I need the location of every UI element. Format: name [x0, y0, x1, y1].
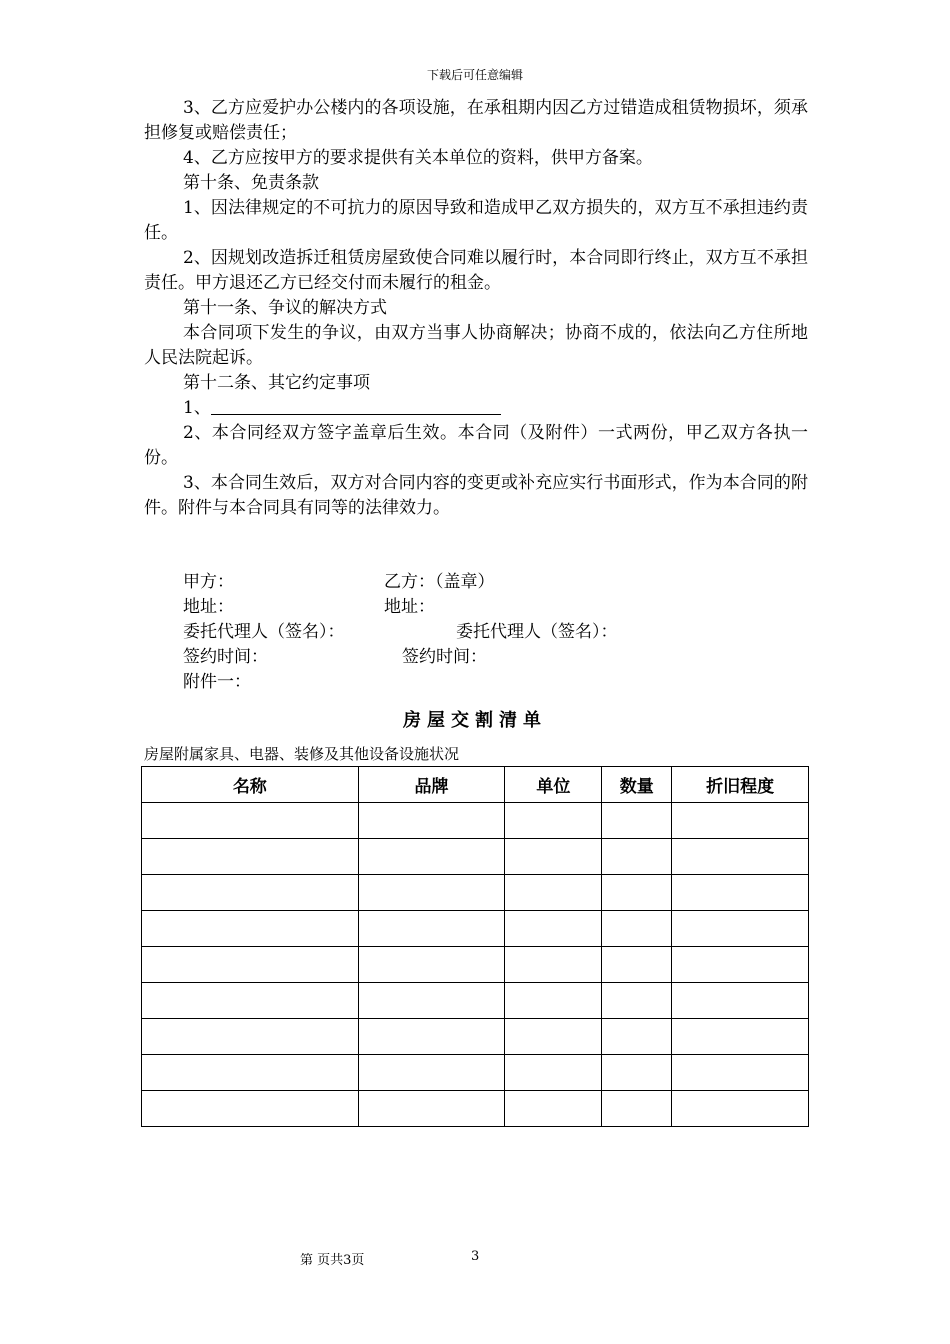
table-cell[interactable] — [142, 983, 359, 1019]
table-cell[interactable] — [358, 875, 505, 911]
table-row — [142, 803, 809, 839]
clause-10-1: 1、因法律规定的不可抗力的原因导致和造成甲乙双方损失的，双方互不承担违约责任。 — [144, 198, 808, 243]
table-row — [142, 1091, 809, 1127]
table-cell[interactable] — [672, 947, 809, 983]
table-row — [142, 839, 809, 875]
table-cell[interactable] — [142, 911, 359, 947]
table-cell[interactable] — [672, 839, 809, 875]
table-cell[interactable] — [142, 1091, 359, 1127]
table-cell[interactable] — [505, 1091, 602, 1127]
table-cell[interactable] — [505, 875, 602, 911]
table-cell[interactable] — [672, 983, 809, 1019]
table-cell[interactable] — [142, 875, 359, 911]
clause-12-1 — [144, 396, 808, 421]
party-a-label: 甲方： — [183, 572, 234, 592]
handover-table — [141, 766, 809, 1127]
footer-page-text: 第 页共3页 — [300, 1253, 365, 1268]
clause-12-3: 3、本合同生效后，双方对合同内容的变更或补充应实行书面形式，作为本合同的附件。附件与本合同具有同等的法律效力。 — [144, 473, 808, 518]
table-cell[interactable] — [505, 839, 602, 875]
table-cell[interactable] — [505, 803, 602, 839]
clause-12-heading: 第十二条、其它约定事项 — [183, 373, 370, 393]
table-cell[interactable] — [602, 839, 672, 875]
table-row — [142, 875, 809, 911]
table-header-row — [142, 767, 809, 803]
table-cell[interactable] — [672, 803, 809, 839]
address-b-label: 地址： — [384, 597, 435, 617]
table-row — [142, 911, 809, 947]
date-b-label: 签约时间： — [402, 647, 487, 667]
footer-page-number: 3 — [471, 1249, 480, 1264]
table-cell[interactable] — [602, 911, 672, 947]
table-row — [142, 1055, 809, 1091]
party-b-label: 乙方：（盖章） — [384, 572, 495, 592]
contract-body — [144, 96, 808, 521]
handover-list-title: 房屋交割清单 — [403, 710, 547, 731]
clause-11-text: 本合同项下发生的争议，由双方当事人协商解决；协商不成的，依法向乙方住所地人民法院起诉。 — [144, 323, 808, 368]
agent-a-label: 委托代理人（签名）： — [183, 622, 345, 642]
clause-11-heading: 第十一条、争议的解决方式 — [183, 298, 387, 318]
table-row — [142, 1019, 809, 1055]
clause-9-3: 3、乙方应爱护办公楼内的各项设施，在承租期内因乙方过错造成租赁物损坏，须承担修复或赔偿责任； — [144, 98, 808, 143]
table-cell[interactable] — [602, 947, 672, 983]
table-cell[interactable] — [358, 1055, 505, 1091]
table-cell[interactable] — [672, 1019, 809, 1055]
table-cell[interactable] — [142, 803, 359, 839]
table-cell[interactable] — [142, 1019, 359, 1055]
table-cell[interactable] — [672, 1091, 809, 1127]
table-cell[interactable] — [142, 839, 359, 875]
clause-12-2: 2、本合同经双方签字盖章后生效。本合同（及附件）一式两份，甲乙双方各执一份。 — [144, 423, 808, 468]
table-cell[interactable] — [602, 803, 672, 839]
table-cell[interactable] — [358, 947, 505, 983]
table-cell[interactable] — [505, 1019, 602, 1055]
table-cell[interactable] — [142, 947, 359, 983]
table-cell[interactable] — [672, 875, 809, 911]
table-cell[interactable] — [602, 983, 672, 1019]
table-row — [142, 947, 809, 983]
table-cell[interactable] — [358, 839, 505, 875]
table-cell[interactable] — [602, 1091, 672, 1127]
table-cell[interactable] — [602, 875, 672, 911]
clause-9-4: 4、乙方应按甲方的要求提供有关本单位的资料，供甲方备案。 — [183, 148, 653, 168]
table-cell[interactable] — [602, 1019, 672, 1055]
table-cell[interactable] — [672, 1055, 809, 1091]
table-cell[interactable] — [358, 983, 505, 1019]
table-cell[interactable] — [505, 911, 602, 947]
table-cell[interactable] — [142, 1055, 359, 1091]
clause-12-1-label: 1、 — [183, 398, 211, 418]
table-row — [142, 983, 809, 1019]
table-cell[interactable] — [505, 1055, 602, 1091]
page-header: 下载后可任意编辑 — [426, 68, 523, 82]
col-header-name: 名称 — [142, 767, 359, 803]
col-header-depreciation: 折旧程度 — [672, 767, 809, 803]
table-cell[interactable] — [358, 803, 505, 839]
table-cell[interactable] — [602, 1055, 672, 1091]
col-header-quantity: 数量 — [602, 767, 672, 803]
col-header-brand: 品牌 — [358, 767, 505, 803]
address-a-label: 地址： — [183, 597, 234, 617]
clause-10-heading: 第十条、免责条款 — [183, 173, 319, 193]
table-cell[interactable] — [358, 1019, 505, 1055]
table-cell[interactable] — [505, 983, 602, 1019]
col-header-unit: 单位 — [505, 767, 602, 803]
clause-10-2: 2、因规划改造拆迁租赁房屋致使合同难以履行时，本合同即行终止，双方互不承担责任。甲方退还乙方已经交付而未履行的租金。 — [144, 248, 808, 293]
date-a-label: 签约时间： — [183, 647, 268, 667]
table-description: 房屋附属家具、电器、装修及其他设备设施状况 — [144, 745, 460, 763]
agent-b-label: 委托代理人（签名）： — [456, 622, 618, 642]
table-body — [142, 803, 809, 1127]
table-cell[interactable] — [358, 1091, 505, 1127]
table-cell[interactable] — [672, 911, 809, 947]
fill-in-blank-line[interactable] — [211, 396, 501, 415]
table-cell[interactable] — [505, 947, 602, 983]
table-cell[interactable] — [358, 911, 505, 947]
attachment-label: 附件一： — [183, 672, 251, 692]
